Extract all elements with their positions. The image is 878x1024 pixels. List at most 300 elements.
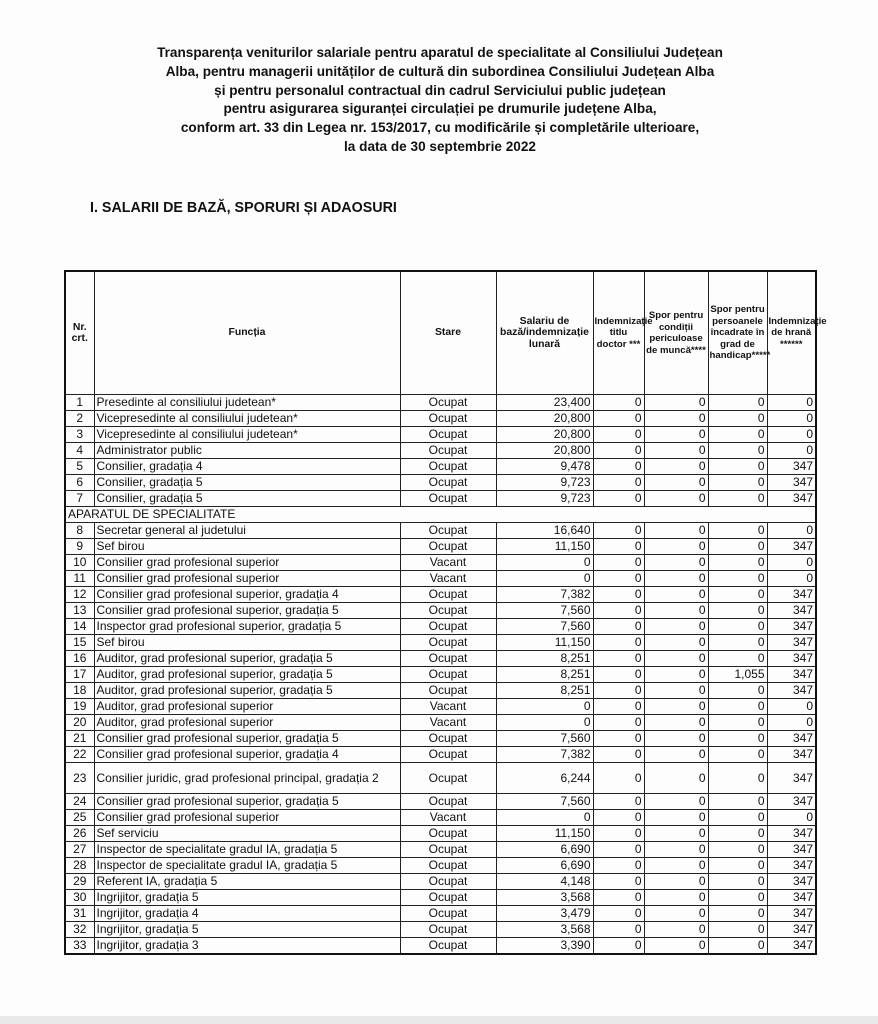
cell-hrana: 0 <box>767 715 816 731</box>
cell-functia: Auditor, grad profesional superior <box>94 715 400 731</box>
cell-salariu: 7,560 <box>496 619 593 635</box>
cell-salariu: 7,560 <box>496 731 593 747</box>
cell-hrana: 0 <box>767 395 816 411</box>
cell-spor-conditii: 0 <box>644 826 708 842</box>
cell-functia: Auditor, grad profesional superior, gradația 5 <box>94 651 400 667</box>
table-row <box>65 699 816 715</box>
cell-functia: Auditor, grad profesional superior <box>94 699 400 715</box>
cell-functia: Consilier, gradația 5 <box>94 475 400 491</box>
table-row <box>65 922 816 938</box>
cell-stare: Ocupat <box>400 858 496 874</box>
cell-doctor: 0 <box>593 459 644 475</box>
cell-spor-handicap: 0 <box>708 411 767 427</box>
cell-salariu: 11,150 <box>496 635 593 651</box>
cell-hrana: 347 <box>767 635 816 651</box>
cell-stare: Ocupat <box>400 651 496 667</box>
table-row <box>65 810 816 826</box>
cell-spor-handicap: 0 <box>708 491 767 507</box>
cell-doctor: 0 <box>593 699 644 715</box>
cell-hrana: 347 <box>767 683 816 699</box>
header-stare: Stare <box>400 271 496 395</box>
cell-stare: Ocupat <box>400 667 496 683</box>
cell-hrana: 347 <box>767 794 816 810</box>
cell-doctor: 0 <box>593 715 644 731</box>
table-row <box>65 491 816 507</box>
cell-spor-conditii: 0 <box>644 459 708 475</box>
cell-spor-conditii: 0 <box>644 747 708 763</box>
cell-spor-handicap: 1,055 <box>708 667 767 683</box>
title-line: la data de 30 septembrie 2022 <box>344 138 536 154</box>
header-spor-conditii: Spor pentru condiții periculoase de muncă**** <box>644 271 708 395</box>
cell-functia: Ingrijitor, gradația 5 <box>94 922 400 938</box>
cell-nr: 22 <box>65 747 94 763</box>
cell-spor-handicap: 0 <box>708 747 767 763</box>
cell-spor-conditii: 0 <box>644 443 708 459</box>
table-row <box>65 587 816 603</box>
cell-nr: 5 <box>65 459 94 475</box>
cell-spor-conditii: 0 <box>644 411 708 427</box>
title-line: Alba, pentru managerii unităților de cultură din subordinea Consiliului Județean Alba <box>165 63 715 79</box>
cell-spor-conditii: 0 <box>644 651 708 667</box>
cell-spor-handicap: 0 <box>708 938 767 955</box>
cell-spor-conditii: 0 <box>644 906 708 922</box>
cell-spor-handicap: 0 <box>708 699 767 715</box>
table-row <box>65 395 816 411</box>
cell-doctor: 0 <box>593 747 644 763</box>
cell-functia: Auditor, grad profesional superior, gradația 5 <box>94 683 400 699</box>
table-row <box>65 475 816 491</box>
table-row <box>65 619 816 635</box>
cell-doctor: 0 <box>593 906 644 922</box>
cell-functia: Consilier grad profesional superior, gradația 5 <box>94 731 400 747</box>
cell-stare: Ocupat <box>400 747 496 763</box>
cell-salariu: 3,568 <box>496 890 593 906</box>
cell-stare: Ocupat <box>400 587 496 603</box>
cell-nr: 29 <box>65 874 94 890</box>
cell-functia: Consilier, gradația 4 <box>94 459 400 475</box>
cell-spor-handicap: 0 <box>708 395 767 411</box>
header-hrana: Indemnizație de hrană ****** <box>767 271 816 395</box>
cell-hrana: 0 <box>767 555 816 571</box>
cell-spor-conditii: 0 <box>644 842 708 858</box>
table-row <box>65 906 816 922</box>
cell-salariu: 8,251 <box>496 667 593 683</box>
cell-nr: 23 <box>65 763 94 794</box>
table-row <box>65 874 816 890</box>
table-row <box>65 651 816 667</box>
table-row <box>65 667 816 683</box>
cell-stare: Vacant <box>400 810 496 826</box>
cell-spor-handicap: 0 <box>708 555 767 571</box>
cell-stare: Ocupat <box>400 475 496 491</box>
cell-stare: Ocupat <box>400 938 496 955</box>
cell-salariu: 7,560 <box>496 794 593 810</box>
cell-hrana: 347 <box>767 619 816 635</box>
cell-functia: Vicepresedinte al consiliului judetean* <box>94 411 400 427</box>
cell-spor-handicap: 0 <box>708 539 767 555</box>
cell-doctor: 0 <box>593 395 644 411</box>
cell-hrana: 347 <box>767 475 816 491</box>
salary-table <box>64 270 827 955</box>
cell-functia: Sef birou <box>94 539 400 555</box>
cell-functia: Vicepresedinte al consiliului judetean* <box>94 427 400 443</box>
cell-nr: 26 <box>65 826 94 842</box>
cell-spor-handicap: 0 <box>708 794 767 810</box>
cell-salariu: 16,640 <box>496 523 593 539</box>
table-row <box>65 635 816 651</box>
cell-hrana: 347 <box>767 842 816 858</box>
cell-spor-conditii: 0 <box>644 571 708 587</box>
cell-doctor: 0 <box>593 938 644 955</box>
cell-nr: 1 <box>65 395 94 411</box>
cell-stare: Vacant <box>400 555 496 571</box>
cell-salariu: 9,723 <box>496 475 593 491</box>
cell-doctor: 0 <box>593 794 644 810</box>
cell-hrana: 347 <box>767 587 816 603</box>
header-spor-handicap: Spor pentru persoanele încadrate în grad de handicap***** <box>708 271 767 395</box>
cell-salariu: 0 <box>496 810 593 826</box>
cell-nr: 15 <box>65 635 94 651</box>
cell-nr: 11 <box>65 571 94 587</box>
cell-spor-handicap: 0 <box>708 731 767 747</box>
cell-hrana: 347 <box>767 938 816 955</box>
cell-spor-conditii: 0 <box>644 427 708 443</box>
cell-spor-conditii: 0 <box>644 794 708 810</box>
cell-spor-conditii: 0 <box>644 619 708 635</box>
cell-nr: 31 <box>65 906 94 922</box>
cell-spor-handicap: 0 <box>708 715 767 731</box>
title-line: pentru asigurarea siguranței circulației pe drumurile județene Alba, <box>223 101 657 117</box>
cell-stare: Ocupat <box>400 459 496 475</box>
cell-spor-handicap: 0 <box>708 475 767 491</box>
cell-spor-handicap: 0 <box>708 459 767 475</box>
header-doctor: Indemnizație titlu doctor *** <box>593 271 644 395</box>
cell-stare: Ocupat <box>400 491 496 507</box>
table-row <box>65 459 816 475</box>
cell-stare: Ocupat <box>400 619 496 635</box>
table-section <box>65 507 816 523</box>
cell-spor-handicap: 0 <box>708 635 767 651</box>
cell-functia: Presedinte al consiliului judetean* <box>94 395 400 411</box>
cell-hrana: 347 <box>767 667 816 683</box>
cell-hrana: 347 <box>767 603 816 619</box>
cell-spor-conditii: 0 <box>644 763 708 794</box>
cell-functia: Inspector de specialitate gradul IA, gradația 5 <box>94 858 400 874</box>
cell-doctor: 0 <box>593 539 644 555</box>
cell-salariu: 20,800 <box>496 411 593 427</box>
cell-salariu: 3,479 <box>496 906 593 922</box>
cell-nr: 14 <box>65 619 94 635</box>
cell-functia: Auditor, grad profesional superior, gradația 5 <box>94 667 400 683</box>
cell-spor-conditii: 0 <box>644 539 708 555</box>
cell-doctor: 0 <box>593 587 644 603</box>
cell-hrana: 347 <box>767 874 816 890</box>
cell-functia: Consilier grad profesional superior, gradația 5 <box>94 603 400 619</box>
cell-doctor: 0 <box>593 635 644 651</box>
cell-salariu: 7,560 <box>496 603 593 619</box>
cell-doctor: 0 <box>593 427 644 443</box>
cell-spor-conditii: 0 <box>644 922 708 938</box>
cell-spor-handicap: 0 <box>708 651 767 667</box>
cell-salariu: 7,382 <box>496 587 593 603</box>
cell-nr: 8 <box>65 523 94 539</box>
cell-salariu: 0 <box>496 555 593 571</box>
cell-spor-conditii: 0 <box>644 587 708 603</box>
title-line: Transparența veniturilor salariale pentru aparatul de specialitate al Consiliului Județean <box>157 45 723 60</box>
cell-nr: 17 <box>65 667 94 683</box>
cell-nr: 25 <box>65 810 94 826</box>
cell-spor-conditii: 0 <box>644 523 708 539</box>
cell-spor-conditii: 0 <box>644 491 708 507</box>
table-row <box>65 842 816 858</box>
cell-stare: Ocupat <box>400 794 496 810</box>
table-row <box>65 539 816 555</box>
cell-salariu: 6,244 <box>496 763 593 794</box>
table-row <box>65 555 816 571</box>
cell-spor-handicap: 0 <box>708 603 767 619</box>
cell-salariu: 6,690 <box>496 858 593 874</box>
cell-nr: 9 <box>65 539 94 555</box>
cell-stare: Ocupat <box>400 523 496 539</box>
table-row <box>65 603 816 619</box>
cell-hrana: 347 <box>767 731 816 747</box>
cell-spor-handicap: 0 <box>708 763 767 794</box>
cell-hrana: 347 <box>767 858 816 874</box>
cell-nr: 32 <box>65 922 94 938</box>
cell-stare: Vacant <box>400 715 496 731</box>
cell-functia: Consilier grad profesional superior <box>94 810 400 826</box>
cell-salariu: 7,382 <box>496 747 593 763</box>
table-body-top <box>65 395 816 507</box>
cell-nr: 21 <box>65 731 94 747</box>
cell-salariu: 9,478 <box>496 459 593 475</box>
cell-spor-conditii: 0 <box>644 810 708 826</box>
cell-hrana: 0 <box>767 523 816 539</box>
cell-hrana: 0 <box>767 699 816 715</box>
cell-spor-handicap: 0 <box>708 683 767 699</box>
table-body-main <box>65 523 816 955</box>
section-label: APARATUL DE SPECIALITATE <box>65 507 816 523</box>
cell-spor-handicap: 0 <box>708 842 767 858</box>
cell-nr: 28 <box>65 858 94 874</box>
cell-salariu: 0 <box>496 571 593 587</box>
cell-stare: Ocupat <box>400 603 496 619</box>
cell-spor-conditii: 0 <box>644 731 708 747</box>
cell-doctor: 0 <box>593 922 644 938</box>
table-row <box>65 938 816 955</box>
cell-doctor: 0 <box>593 619 644 635</box>
cell-doctor: 0 <box>593 826 644 842</box>
cell-functia: Consilier juridic, grad profesional principal, gradația 2 <box>94 763 400 794</box>
cell-stare: Ocupat <box>400 763 496 794</box>
cell-functia: Consilier grad profesional superior, gradația 4 <box>94 587 400 603</box>
cell-nr: 10 <box>65 555 94 571</box>
cell-spor-handicap: 0 <box>708 810 767 826</box>
cell-functia: Consilier grad profesional superior <box>94 555 400 571</box>
cell-doctor: 0 <box>593 763 644 794</box>
cell-nr: 24 <box>65 794 94 810</box>
cell-doctor: 0 <box>593 475 644 491</box>
table-row <box>65 731 816 747</box>
table-row <box>65 523 816 539</box>
cell-salariu: 0 <box>496 715 593 731</box>
cell-spor-conditii: 0 <box>644 938 708 955</box>
cell-nr: 19 <box>65 699 94 715</box>
cell-spor-conditii: 0 <box>644 475 708 491</box>
cell-salariu: 11,150 <box>496 826 593 842</box>
cell-spor-conditii: 0 <box>644 858 708 874</box>
cell-hrana: 347 <box>767 890 816 906</box>
cell-hrana: 347 <box>767 747 816 763</box>
cell-stare: Vacant <box>400 699 496 715</box>
cell-stare: Ocupat <box>400 635 496 651</box>
cell-functia: Consilier grad profesional superior, gradația 5 <box>94 794 400 810</box>
cell-stare: Ocupat <box>400 443 496 459</box>
cell-spor-conditii: 0 <box>644 395 708 411</box>
cell-nr: 16 <box>65 651 94 667</box>
table-row <box>65 747 816 763</box>
cell-doctor: 0 <box>593 890 644 906</box>
cell-nr: 33 <box>65 938 94 955</box>
cell-functia: Sef serviciu <box>94 826 400 842</box>
cell-functia: Ingrijitor, gradația 5 <box>94 890 400 906</box>
cell-spor-conditii: 0 <box>644 890 708 906</box>
cell-stare: Ocupat <box>400 539 496 555</box>
title-line: conform art. 33 din Legea nr. 153/2017, cu modificările și completările ulterioare, <box>180 120 700 136</box>
cell-functia: Consilier grad profesional superior, gradația 4 <box>94 747 400 763</box>
cell-spor-handicap: 0 <box>708 826 767 842</box>
cell-salariu: 20,800 <box>496 443 593 459</box>
cell-salariu: 4,148 <box>496 874 593 890</box>
cell-salariu: 3,568 <box>496 922 593 938</box>
cell-functia: Referent IA, gradația 5 <box>94 874 400 890</box>
cell-functia: Ingrijitor, gradația 3 <box>94 938 400 955</box>
cell-doctor: 0 <box>593 858 644 874</box>
cell-hrana: 347 <box>767 906 816 922</box>
cell-nr: 7 <box>65 491 94 507</box>
cell-doctor: 0 <box>593 731 644 747</box>
cell-spor-handicap: 0 <box>708 523 767 539</box>
table-row <box>65 411 816 427</box>
cell-nr: 3 <box>65 427 94 443</box>
cell-stare: Ocupat <box>400 826 496 842</box>
cell-spor-conditii: 0 <box>644 555 708 571</box>
cell-stare: Vacant <box>400 571 496 587</box>
cell-hrana: 0 <box>767 443 816 459</box>
cell-spor-conditii: 0 <box>644 874 708 890</box>
cell-nr: 4 <box>65 443 94 459</box>
cell-spor-conditii: 0 <box>644 603 708 619</box>
cell-stare: Ocupat <box>400 842 496 858</box>
cell-functia: Inspector grad profesional superior, gradația 5 <box>94 619 400 635</box>
cell-functia: Consilier, gradația 5 <box>94 491 400 507</box>
cell-doctor: 0 <box>593 842 644 858</box>
cell-doctor: 0 <box>593 603 644 619</box>
cell-hrana: 0 <box>767 411 816 427</box>
cell-doctor: 0 <box>593 571 644 587</box>
cell-doctor: 0 <box>593 555 644 571</box>
cell-functia: Administrator public <box>94 443 400 459</box>
cell-doctor: 0 <box>593 810 644 826</box>
table-row <box>65 427 816 443</box>
cell-nr: 18 <box>65 683 94 699</box>
cell-salariu: 9,723 <box>496 491 593 507</box>
cell-doctor: 0 <box>593 411 644 427</box>
cell-hrana: 347 <box>767 651 816 667</box>
cell-doctor: 0 <box>593 667 644 683</box>
cell-functia: Consilier grad profesional superior <box>94 571 400 587</box>
cell-nr: 27 <box>65 842 94 858</box>
table-row <box>65 794 816 810</box>
table-row <box>65 826 816 842</box>
cell-doctor: 0 <box>593 683 644 699</box>
cell-hrana: 347 <box>767 763 816 794</box>
cell-salariu: 8,251 <box>496 683 593 699</box>
cell-hrana: 347 <box>767 459 816 475</box>
cell-functia: Sef birou <box>94 635 400 651</box>
cell-hrana: 0 <box>767 571 816 587</box>
cell-salariu: 11,150 <box>496 539 593 555</box>
table-row <box>65 715 816 731</box>
cell-salariu: 6,690 <box>496 842 593 858</box>
cell-doctor: 0 <box>593 443 644 459</box>
cell-spor-handicap: 0 <box>708 443 767 459</box>
cell-hrana: 347 <box>767 826 816 842</box>
cell-stare: Ocupat <box>400 874 496 890</box>
cell-doctor: 0 <box>593 874 644 890</box>
cell-salariu: 20,800 <box>496 427 593 443</box>
cell-spor-handicap: 0 <box>708 890 767 906</box>
header-salariu: Salariu de bază/indemnizație lunară <box>496 271 593 395</box>
cell-spor-conditii: 0 <box>644 635 708 651</box>
cell-nr: 2 <box>65 411 94 427</box>
cell-spor-handicap: 0 <box>708 619 767 635</box>
section-heading: I. SALARII DE BAZĂ, SPORURI ȘI ADAOSURI <box>90 200 397 216</box>
cell-spor-handicap: 0 <box>708 571 767 587</box>
cell-nr: 13 <box>65 603 94 619</box>
cell-stare: Ocupat <box>400 411 496 427</box>
cell-hrana: 347 <box>767 491 816 507</box>
header-functia: Funcția <box>94 271 400 395</box>
cell-salariu: 23,400 <box>496 395 593 411</box>
cell-stare: Ocupat <box>400 427 496 443</box>
section-row <box>65 507 816 523</box>
header-nr: Nr. crt. <box>65 271 94 395</box>
cell-hrana: 347 <box>767 922 816 938</box>
cell-spor-conditii: 0 <box>644 699 708 715</box>
cell-hrana: 347 <box>767 539 816 555</box>
cell-doctor: 0 <box>593 491 644 507</box>
cell-salariu: 0 <box>496 699 593 715</box>
cell-stare: Ocupat <box>400 683 496 699</box>
cell-salariu: 8,251 <box>496 651 593 667</box>
cell-spor-handicap: 0 <box>708 858 767 874</box>
cell-spor-handicap: 0 <box>708 922 767 938</box>
table-row <box>65 571 816 587</box>
cell-stare: Ocupat <box>400 922 496 938</box>
page-bottom-edge <box>0 1016 878 1024</box>
cell-spor-handicap: 0 <box>708 906 767 922</box>
cell-spor-handicap: 0 <box>708 874 767 890</box>
cell-doctor: 0 <box>593 523 644 539</box>
table-row <box>65 858 816 874</box>
cell-stare: Ocupat <box>400 395 496 411</box>
cell-stare: Ocupat <box>400 731 496 747</box>
cell-functia: Secretar general al judetului <box>94 523 400 539</box>
cell-spor-conditii: 0 <box>644 715 708 731</box>
cell-spor-handicap: 0 <box>708 587 767 603</box>
cell-salariu: 3,390 <box>496 938 593 955</box>
